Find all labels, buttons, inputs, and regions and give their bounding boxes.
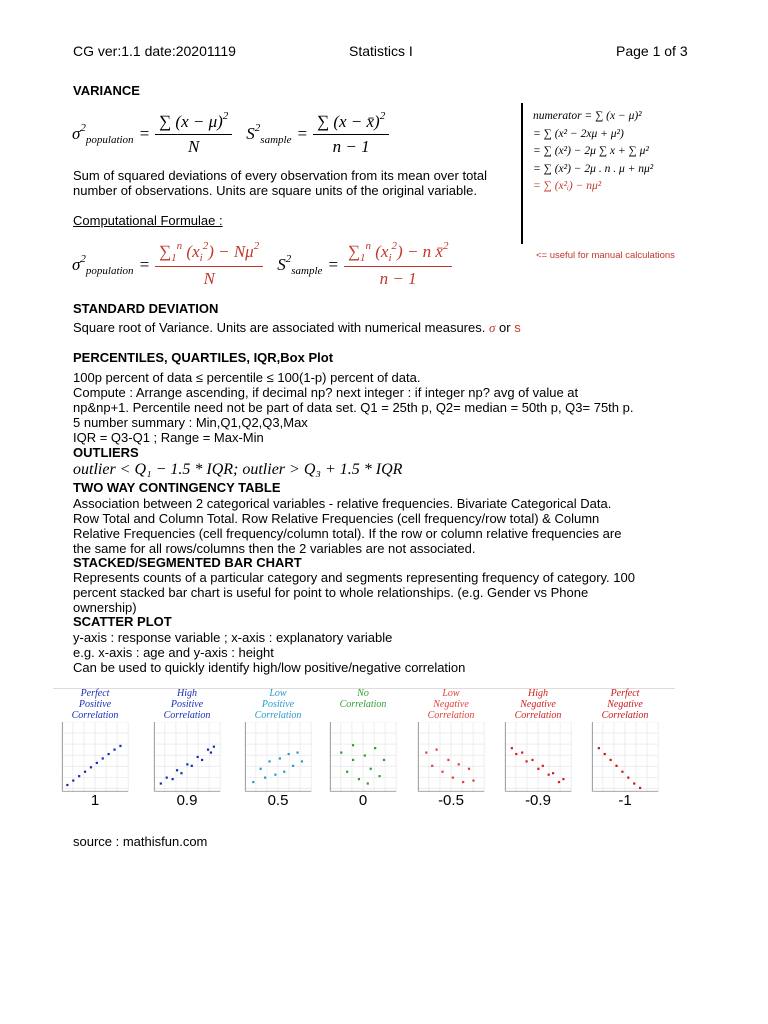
scatter-point bbox=[621, 771, 623, 773]
scatter-point bbox=[521, 751, 523, 753]
scatter-point bbox=[378, 775, 380, 777]
scatter-point bbox=[615, 765, 617, 767]
correlation-value: -0.9 bbox=[525, 792, 551, 809]
correlation-panel bbox=[410, 688, 492, 793]
scatter-point bbox=[542, 765, 544, 767]
scatter-point bbox=[452, 777, 454, 779]
side-derivation: numerator = ∑ (x − μ)² = ∑ (x² − 2xμ + μ²) = ∑ (x²) − 2μ ∑ x + ∑ μ² = ∑ (x²) − 2μ . n . μ + nμ² = ∑ (x²ᵢ) − nμ² bbox=[533, 110, 654, 192]
percentiles-title: PERCENTILES, QUARTILES, IQR,Box Plot bbox=[73, 350, 334, 365]
scatter-point bbox=[627, 777, 629, 779]
scatter-point bbox=[96, 762, 98, 764]
correlation-value: 0.9 bbox=[176, 792, 198, 809]
scatter-thumbnail bbox=[322, 722, 404, 792]
scatter-point bbox=[213, 746, 215, 748]
scatter-point bbox=[515, 753, 517, 755]
correlation-label: Low Negative Correlation bbox=[427, 688, 475, 721]
header-left: CG ver:1.1 date:20201119 bbox=[73, 43, 236, 59]
scatter-point bbox=[264, 777, 266, 779]
scatter-thumbnail bbox=[410, 722, 492, 792]
scatter-thumbnail bbox=[497, 722, 579, 792]
scatter-point bbox=[84, 771, 86, 773]
stacked-title: STACKED/SEGMENTED BAR CHART bbox=[73, 555, 302, 570]
scatter-point bbox=[346, 771, 348, 773]
scatter-point bbox=[610, 759, 612, 761]
scatter-point bbox=[383, 759, 385, 761]
correlation-panel bbox=[146, 688, 228, 793]
variance-formula: $\sigma^2_{population}$ = $\frac{\sum (x - \mu)^2}{N}$ $S^2_{sample}$ = $\frac{\sum (x - x̄)^2}{n - 1}$ bbox=[72, 110, 389, 157]
scatter-point bbox=[531, 759, 533, 761]
variance-title: VARIANCE bbox=[73, 83, 140, 98]
sample-label: sample bbox=[260, 133, 292, 146]
scatter-point bbox=[436, 749, 438, 751]
scatter-point bbox=[176, 769, 178, 771]
scatter-point bbox=[260, 768, 262, 770]
correlation-value: 0 bbox=[358, 792, 368, 809]
scatter-point bbox=[78, 775, 80, 777]
header-right: Page 1 of 3 bbox=[616, 43, 688, 59]
correlation-value: -0.5 bbox=[438, 792, 464, 809]
scatter-point bbox=[425, 751, 427, 753]
scatter-point bbox=[160, 782, 162, 784]
scatter-point bbox=[90, 766, 92, 768]
scatter-point bbox=[364, 754, 366, 756]
scatter-point bbox=[367, 782, 369, 784]
scatter-point bbox=[598, 747, 600, 749]
source-text: source : mathisfun.com bbox=[73, 834, 208, 849]
divider-line bbox=[521, 103, 523, 244]
scatter-point bbox=[352, 744, 354, 746]
scatter-point bbox=[119, 745, 121, 747]
scatter-point bbox=[279, 757, 281, 759]
scatter-point bbox=[537, 768, 539, 770]
scatter-point bbox=[166, 777, 168, 779]
correlation-panel bbox=[54, 688, 136, 793]
correlation-label: No Correlation bbox=[339, 688, 387, 710]
computational-title: Computational Formulae : bbox=[73, 213, 223, 228]
scatter-point bbox=[180, 772, 182, 774]
scatter-point bbox=[562, 778, 564, 780]
scatter-point bbox=[252, 781, 254, 783]
percentiles-body: 100p percent of data ≤ percentile ≤ 100(1-p) percent of data. Compute : Arrange ascending, if decimal np? next integer : if integer np? avg of value at np&np+1. Percentile need not be part of data set. Q1 = 25th p, Q2= median = 50th p, Q3= 75th p. 5 number summary : Min,Q1,Q2,Q3,Max IQR = Q3-Q1 ; Range = Max-Min bbox=[73, 370, 634, 445]
scatter-point bbox=[274, 774, 276, 776]
scatter-thumbnail bbox=[237, 722, 319, 792]
scatter-point bbox=[468, 768, 470, 770]
side-note: <= useful for manual calculations bbox=[536, 250, 675, 261]
computational-formula: $\sigma^2_{population}$ = $\frac{\sum_1^n (x_i^2) - N\mu^2}{N}$ $S^2_{sample}$ = $\frac{\sum_1^n (x_i^2) - n x̄^2}{n - 1}$ bbox=[72, 240, 452, 289]
std-description: Square root of Variance. Units are associated with numerical measures. σ or s bbox=[73, 320, 521, 335]
pop-label: population bbox=[85, 133, 134, 146]
scatter-point bbox=[172, 778, 174, 780]
std-title: STANDARD DEVIATION bbox=[73, 301, 219, 316]
scatter-point bbox=[72, 779, 74, 781]
scatter-point bbox=[552, 772, 554, 774]
scatter-point bbox=[108, 753, 110, 755]
scatter-point bbox=[201, 759, 203, 761]
outliers-formula: outlier < Q₁ − 1.5 * IQR; outlier > Q₃ + 1.5 * IQR bbox=[73, 461, 403, 478]
scatter-point bbox=[639, 787, 641, 789]
scatter-point bbox=[472, 779, 474, 781]
scatter-point bbox=[113, 749, 115, 751]
scatter-point bbox=[604, 753, 606, 755]
scatter-point bbox=[296, 751, 298, 753]
twoway-title: TWO WAY CONTINGENCY TABLE bbox=[73, 480, 281, 495]
scatter-point bbox=[525, 760, 527, 762]
scatter-point bbox=[558, 781, 560, 783]
scatter-point bbox=[431, 765, 433, 767]
variance-description: Sum of squared deviations of every observation from its mean over total number of observations. Units are square units of the original variable. bbox=[73, 168, 488, 198]
scatter-point bbox=[458, 763, 460, 765]
correlation-label: Low Positive Correlation bbox=[254, 688, 302, 721]
correlation-value: -1 bbox=[618, 792, 632, 809]
scatter-point bbox=[210, 751, 212, 753]
correlation-label: High Positive Correlation bbox=[163, 688, 211, 721]
scatter-point bbox=[292, 765, 294, 767]
twoway-body: Association between 2 categorical variables - relative frequencies. Bivariate Categorical Data. Row Total and Column Total. Row Relative Frequencies (cell frequency/row total) & Column Relative Frequencies (cell frequency/column total). If the row or column relative frequencies are the same for all rows/columns then the 2 variables are not associated. bbox=[73, 496, 622, 556]
correlation-label: Perfect Negative Correlation bbox=[601, 688, 649, 721]
scatter-point bbox=[197, 756, 199, 758]
scatter-thumbnail bbox=[54, 722, 136, 792]
scatter-point bbox=[370, 768, 372, 770]
scatter-thumbnail bbox=[146, 722, 228, 792]
scatter-point bbox=[191, 765, 193, 767]
correlation-value: 0.5 bbox=[267, 792, 289, 809]
scatter-point bbox=[462, 781, 464, 783]
correlation-panel bbox=[584, 688, 666, 793]
scatter-point bbox=[207, 749, 209, 751]
scatter-point bbox=[301, 760, 303, 762]
header-center: Statistics I bbox=[349, 43, 413, 59]
correlation-label: Perfect Positive Correlation bbox=[71, 688, 119, 721]
scatter-point bbox=[268, 760, 270, 762]
scatter-title: SCATTER PLOT bbox=[73, 614, 172, 629]
scatter-point bbox=[441, 771, 443, 773]
scatter-point bbox=[358, 778, 360, 780]
correlation-label: High Negative Correlation bbox=[514, 688, 562, 721]
scatter-point bbox=[186, 763, 188, 765]
scatter-point bbox=[288, 753, 290, 755]
scatter-point bbox=[374, 747, 376, 749]
outliers-title: OUTLIERS bbox=[73, 445, 139, 460]
correlation-panel bbox=[237, 688, 319, 793]
scatter-point bbox=[66, 784, 68, 786]
scatter-point bbox=[283, 771, 285, 773]
scatter-body: y-axis : response variable ; x-axis : explanatory variable e.g. x-axis : age and y-axis : height Can be used to quickly identify high/low positive/negative correlation bbox=[73, 630, 466, 675]
correlation-panel bbox=[497, 688, 579, 793]
correlation-panel bbox=[322, 688, 404, 793]
scatter-point bbox=[102, 757, 104, 759]
scatter-point bbox=[447, 759, 449, 761]
scatter-thumbnail bbox=[584, 722, 666, 792]
scatter-point bbox=[548, 774, 550, 776]
scatter-point bbox=[352, 759, 354, 761]
scatter-point bbox=[340, 751, 342, 753]
scatter-point bbox=[511, 747, 513, 749]
scatter-point bbox=[633, 782, 635, 784]
stacked-body: Represents counts of a particular category and segments representing frequency of category. 100 percent stacked bar chart is useful for point to whole relationships. (e.g. Gender vs Phone ownership) bbox=[73, 570, 635, 615]
correlation-value: 1 bbox=[90, 792, 100, 809]
